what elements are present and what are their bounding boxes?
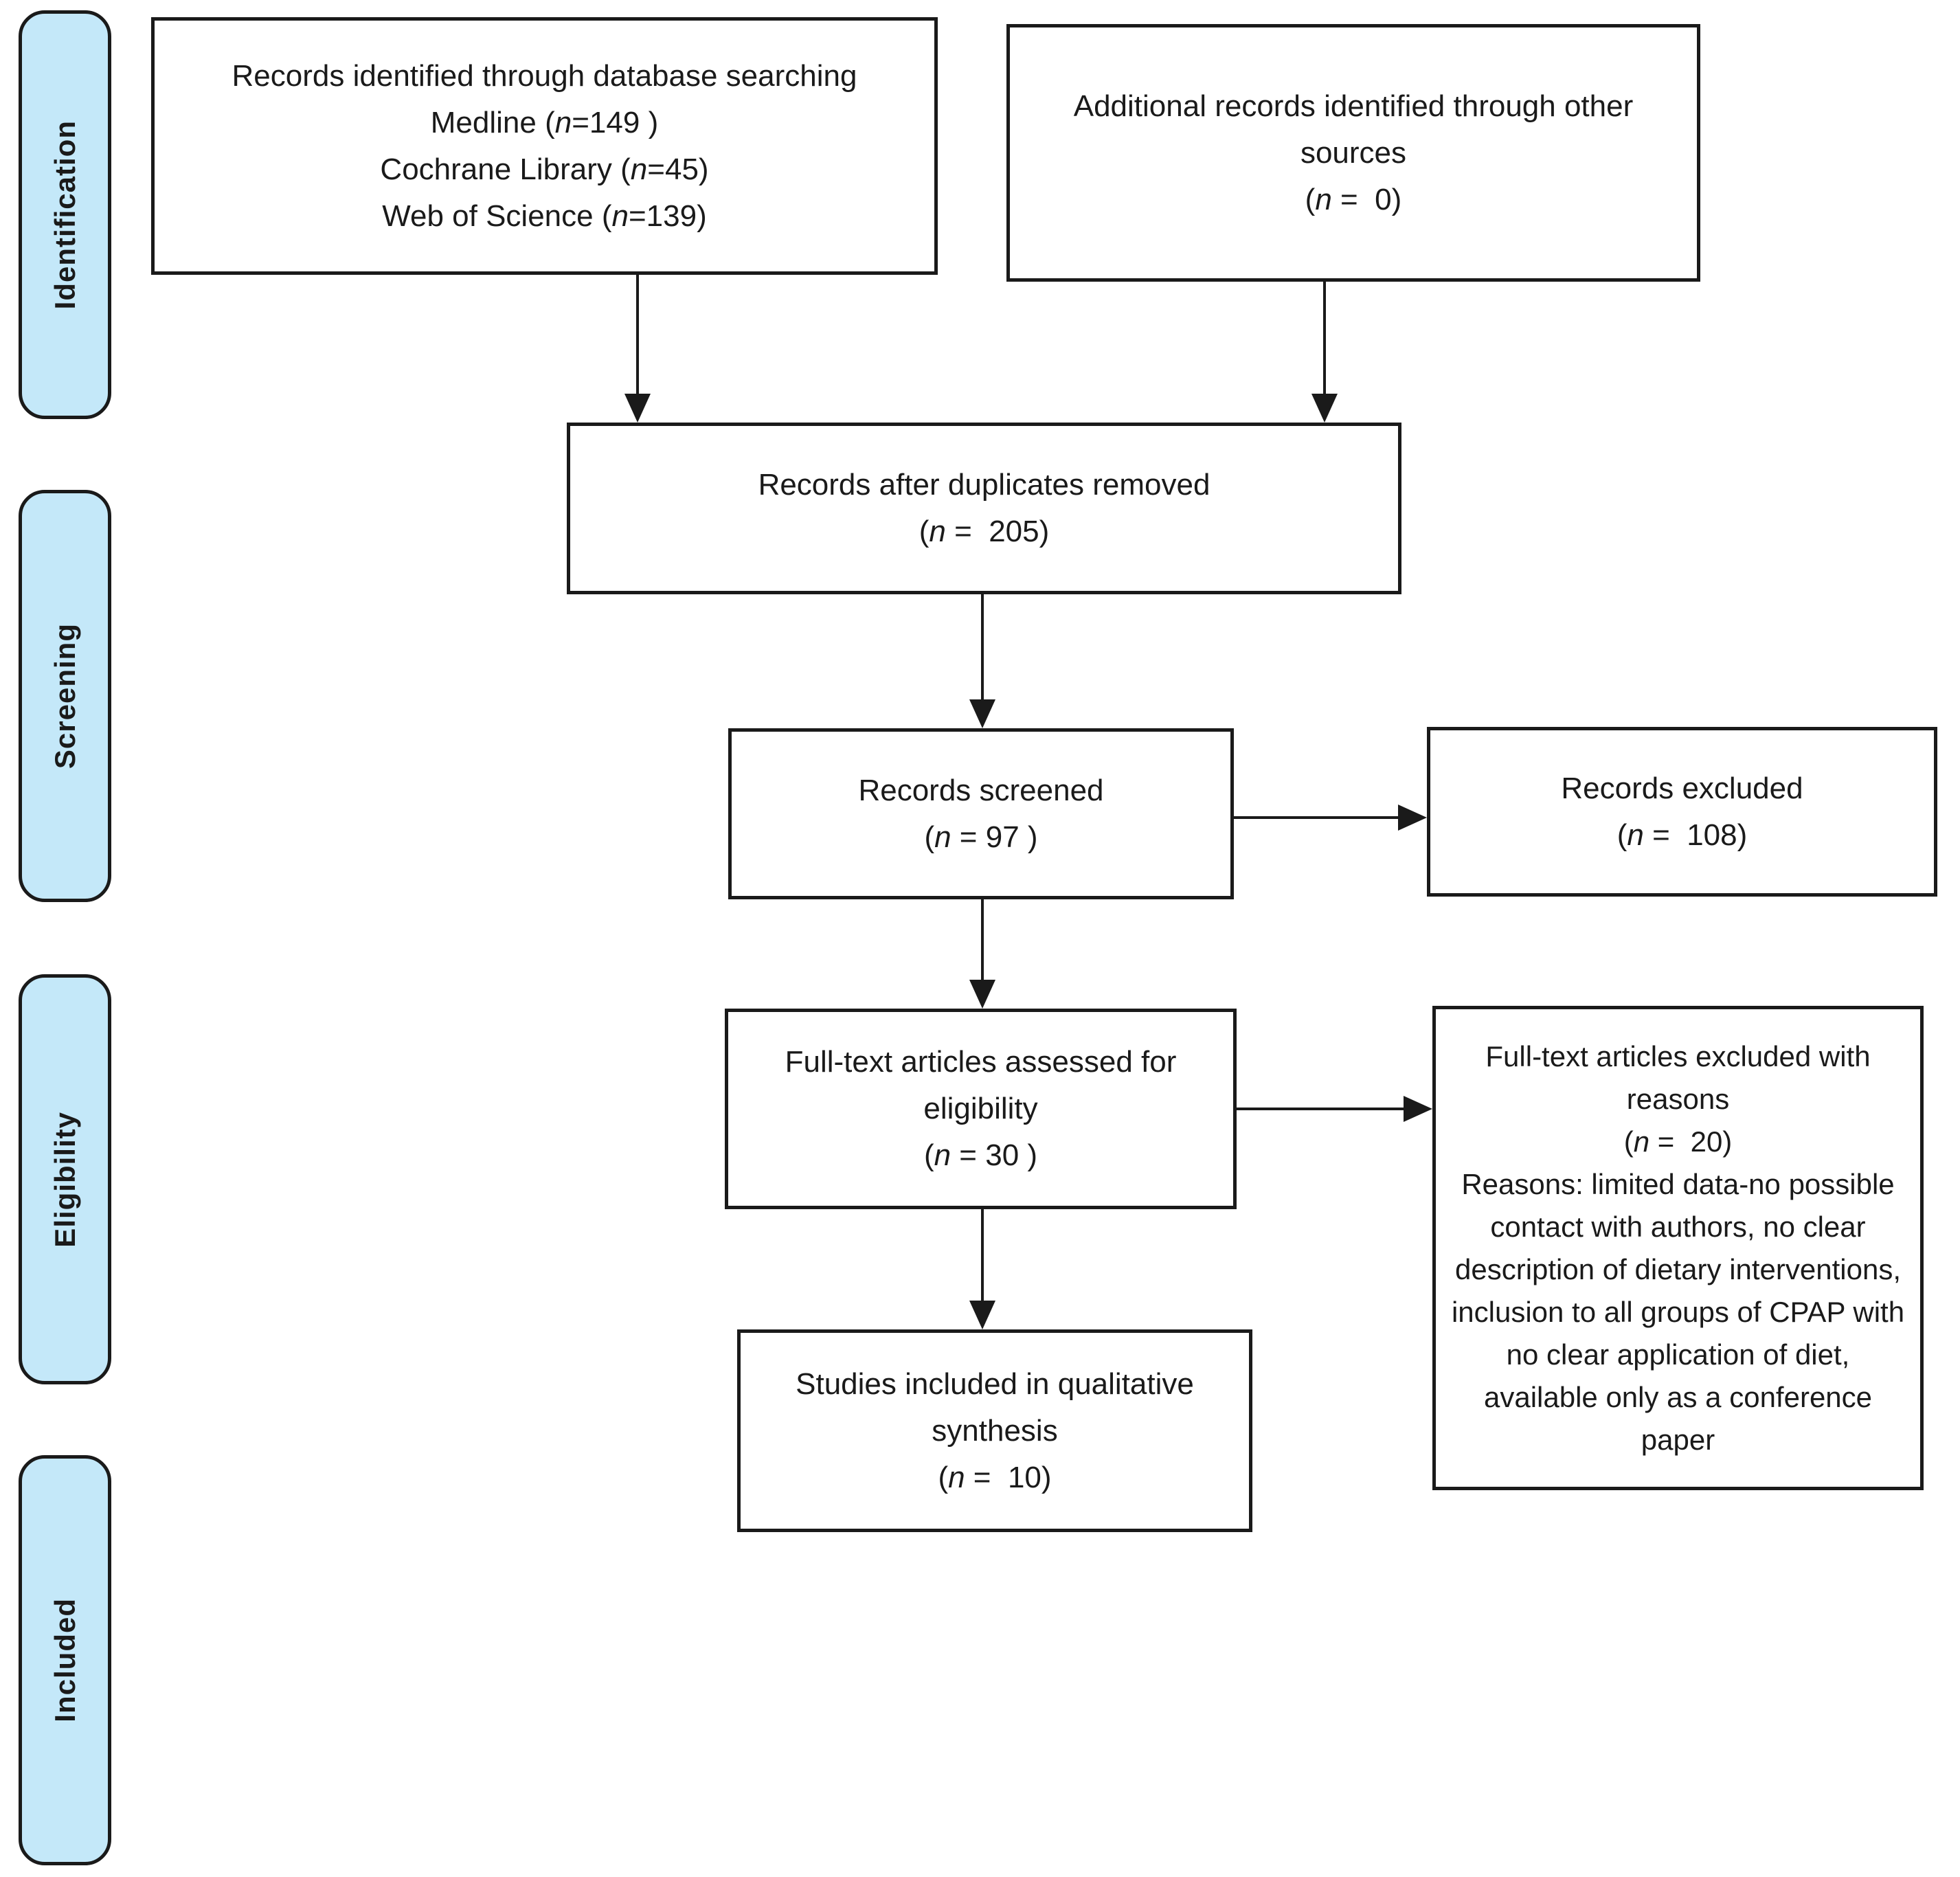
connector-assessed-to-fulltext-excluded [1237,1108,1404,1110]
box-line: Studies included in qualitative synthesis [796,1367,1203,1448]
stage-label-eligibility: Eligibility [48,1111,81,1248]
box-line: Records screened [858,773,1104,807]
box-line: Records excluded [1561,771,1803,805]
box-line: (n = 97 ) [924,820,1038,854]
connector-identified-to-dedup [636,275,639,395]
box-line: (n = 30 ) [923,1138,1038,1172]
connector-screened-to-excluded [1234,816,1399,819]
stage-eligibility [19,974,111,1384]
box-line: Web of Science (n=139) [382,199,707,233]
arrowhead-additional-to-dedup [1311,394,1338,423]
stage-identification [19,10,111,419]
box-additional-records [1006,24,1700,282]
box-records-excluded [1427,727,1937,897]
stage-label-screening: Screening [48,622,81,769]
connector-assessed-to-included [981,1209,984,1302]
arrowhead-assessed-to-included [969,1301,995,1329]
box-line: Records after duplicates removed [758,468,1210,502]
box-records-identified [151,17,938,275]
arrowhead-assessed-to-fulltext-excluded [1404,1096,1432,1122]
stage-label-included: Included [48,1598,81,1722]
arrowhead-screened-to-assessed [969,980,995,1009]
arrowhead-identified-to-dedup [624,394,651,423]
stage-included [19,1455,111,1865]
stage-label-identification: Identification [48,120,81,310]
box-line: Medline (n=149 ) [430,105,659,139]
connector-screened-to-assessed [981,899,984,981]
box-line: Records identified through database searching [232,58,857,93]
arrowhead-screened-to-excluded [1398,805,1427,831]
box-line: (n = 10) [938,1460,1052,1494]
box-line: Full-text articles assessed for eligibility [785,1045,1185,1125]
box-line: (n = 20) [1623,1125,1733,1158]
box-fulltext-assessed [725,1009,1237,1209]
box-line: Additional records identified through other sources [1073,89,1642,170]
box-line: (n = 108) [1617,818,1748,852]
box-studies-included-qualitative [737,1329,1252,1532]
stage-screening [19,490,111,902]
connector-dedup-to-screened [981,594,984,701]
box-line: Full-text articles excluded with reasons [1485,1039,1879,1115]
box-records-screened [728,728,1234,899]
box-records-after-duplicates-removed [567,423,1401,594]
box-line: (n = 0) [1305,182,1402,216]
arrowhead-dedup-to-screened [969,699,995,728]
box-line: Cochrane Library (n=45) [380,152,709,186]
box-line: Reasons: limited data-no possible contact with authors, no clear description of dietary interventions, inclusion to all groups of CPAP with no clear application of diet, available only as a conference paper [1451,1167,1913,1456]
connector-additional-to-dedup [1323,282,1326,395]
box-fulltext-excluded [1432,1006,1924,1490]
box-line: (n = 205) [919,515,1050,548]
